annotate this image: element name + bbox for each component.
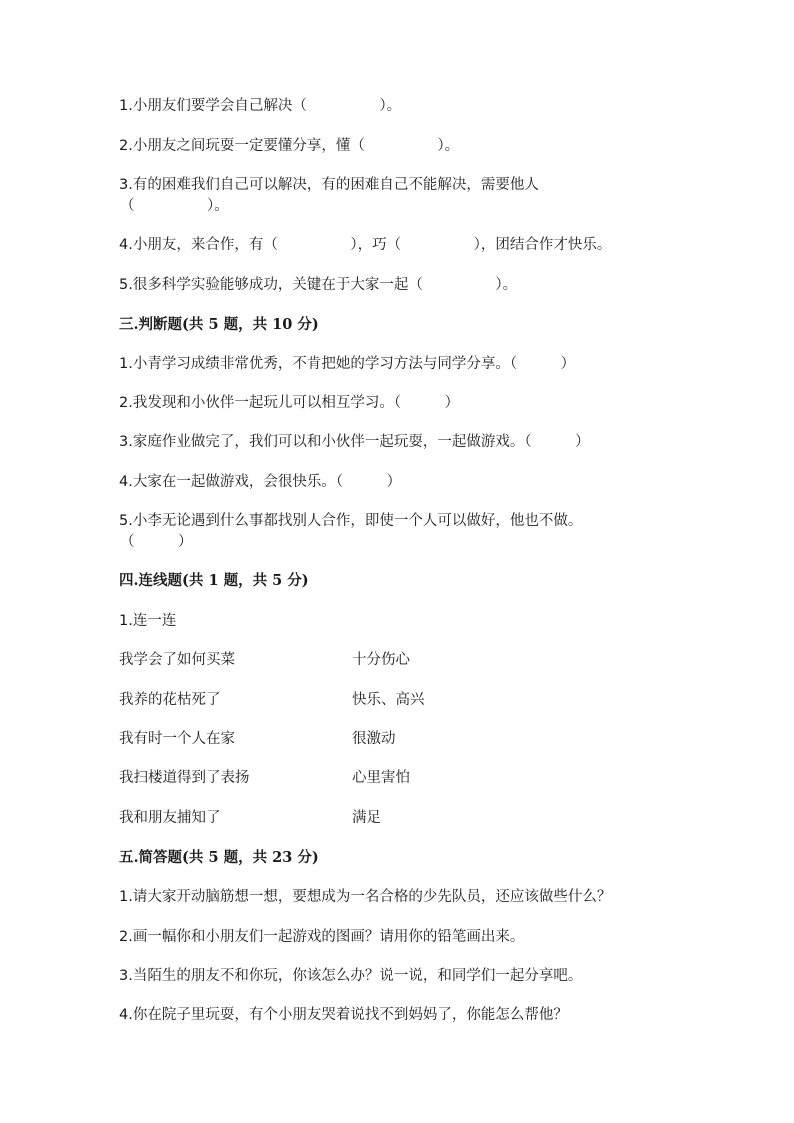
match-prompt: 1.连一连 — [119, 613, 177, 629]
fill-blank-question-2: 2.小朋友之间玩耍一定要懂分享，懂（ ）。 — [119, 138, 460, 154]
short-answer-question-3: 3.当陌生的朋友不和你玩，你该怎么办？说一说，和同学们一起分享吧。 — [119, 968, 583, 984]
match-left-item: 我有时一个人在家 — [119, 731, 235, 747]
match-section-heading: 四.连线题(共 1 题，共 5 分) — [119, 572, 309, 589]
judge-question-3: 3.家庭作业做完了，我们可以和小伙伴一起玩耍，一起做游戏。（ ） — [119, 434, 590, 450]
judge-question-5-line2: （ ） — [120, 534, 193, 550]
match-left-item: 我扫楼道得到了表扬 — [119, 770, 250, 786]
match-right-item: 很激动 — [352, 731, 396, 747]
match-right-item: 心里害怕 — [352, 770, 410, 786]
fill-blank-question-1: 1.小朋友们要学会自己解决（ ）。 — [119, 98, 402, 114]
short-answer-question-2: 2.画一幅你和小朋友们一起游戏的图画？请用你的铅笔画出来。 — [119, 929, 525, 945]
match-left-item: 我和朋友捕知了 — [119, 810, 221, 826]
match-right-item: 满足 — [352, 810, 381, 826]
judge-question-4: 4.大家在一起做游戏，会很快乐。（ ） — [119, 474, 402, 490]
judge-question-2: 2.我发现和小伙伴一起玩儿可以相互学习。（ ） — [119, 395, 460, 411]
judge-question-5-line1: 5.小李无论遇到什么事都找别人合作，即使一个人可以做好，他也不做。 — [119, 513, 583, 529]
fill-blank-question-3-line1: 3.有的困难我们自己可以解决，有的困难自己不能解决，需要他人 — [119, 177, 539, 193]
short-answer-question-1: 1.请大家开动脑筋想一想，要想成为一名合格的少先队员，还应该做些什么？ — [119, 889, 612, 905]
short-answer-question-4: 4.你在院子里玩耍，有个小朋友哭着说找不到妈妈了，你能怎么帮他？ — [119, 1007, 568, 1023]
fill-blank-question-3-line2: （ ）。 — [120, 198, 229, 214]
match-right-item: 十分伤心 — [352, 652, 410, 668]
judge-section-heading: 三.判断题(共 5 题，共 10 分) — [119, 316, 319, 333]
fill-blank-question-4: 4.小朋友，来合作，有（ ），巧（ ），团结合作才快乐。 — [119, 237, 612, 253]
match-right-item: 快乐、高兴 — [352, 692, 425, 708]
match-left-item: 我养的花枯死了 — [119, 692, 221, 708]
fill-blank-question-5: 5.很多科学实验能够成功，关键在于大家一起（ ）。 — [119, 277, 518, 293]
judge-question-1: 1.小青学习成绩非常优秀，不肯把她的学习方法与同学分享。（ ） — [119, 356, 576, 372]
short-answer-section-heading: 五.简答题(共 5 题，共 23 分) — [119, 849, 319, 866]
match-left-item: 我学会了如何买菜 — [119, 652, 235, 668]
